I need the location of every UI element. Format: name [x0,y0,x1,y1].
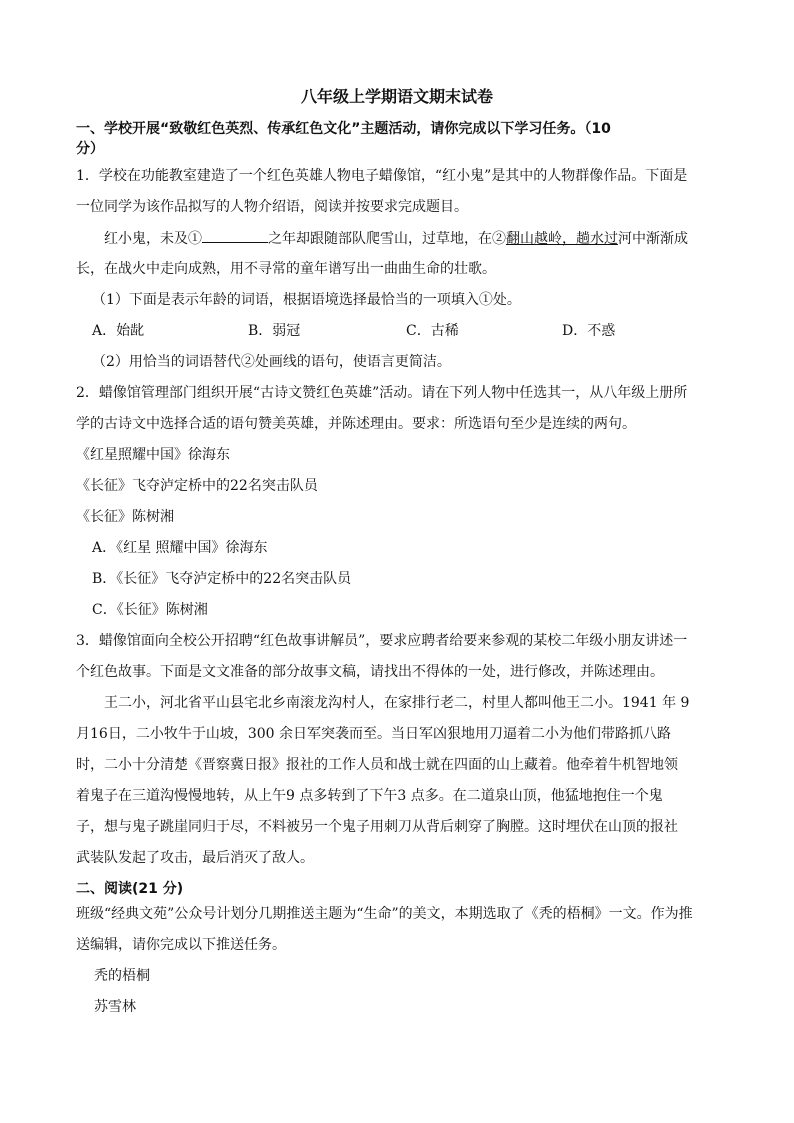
q3-stem-cont: 个红色故事。下面是文文准备的部分故事文稿，请找出不得体的一处，进行修改，并陈述理由。 [76,664,664,680]
section2-intro-cont: 送编辑，请你完成以下推送任务。 [76,937,286,953]
q3-stem: 3．蜡像馆面向全校公开招聘“红色故事讲解员”，要求应聘者给要来参观的某校二年级小朋友讲述一 [76,633,688,649]
q1-blank [202,228,268,243]
q3-story-line: 时，二小十分清楚《晋察冀日报》报社的工作人员和战士就在四面的山上藏着。他牵着牛机智地领 [76,757,678,773]
section1-heading: 一、学校开展“致敬红色英烈、传承红色文化”主题活动，请你完成以下学习任务。（10 [76,121,611,137]
q1-underlined-phrase: 翻山越岭，趟水过 [506,231,618,247]
q1-marker-1: ① [188,231,202,247]
section2-heading: 二、阅读(21 分) [76,881,184,897]
q1-sub2: （2）用恰当的词语替代②处画线的语句，使语言更简洁。 [92,354,451,370]
q3-story-line: 子，想与鬼子跳崖同归于尽，不料被另一个鬼子用刺刀从背后刺穿了胸膛。这时埋伏在山顶的报社 [76,819,678,835]
q3-story-line: 王二小，河北省平山县宅北乡南滚龙沟村人，在家排行老二，村里人都叫他王二小。1941 年 9 [104,695,690,711]
q2-item: 《红星照耀中国》徐海东 [76,447,230,463]
q2-stem-cont: 学的古诗文中选择合适的语句赞美英雄，并陈述理由。要求：所选语句至少是连续的两句。 [76,416,636,432]
q1-passage-a: 红小鬼，未及 [104,231,188,247]
section2-intro: 班级“经典文苑”公众号计划分几期推送主题为“生命”的美文，本期选取了《秃的梧桐》一文。作为推 [76,906,693,922]
q1-passage-cont: 长，在战火中走向成熟，用不寻常的童年谱写出一曲曲生命的壮歌。 [76,261,496,277]
section1-heading-cont: 分） [76,141,104,157]
q1-marker-2: ② [492,231,506,247]
q1-option-c: C．古稀 [406,323,459,339]
q3-story-line: 着鬼子在三道沟慢慢地转，从上午9 点多转到了下午3 点多。在二道泉山顶，他猛地抱住一个鬼 [76,788,663,804]
q2-item: 《长征》飞夺泸定桥中的22名突击队员 [76,478,318,494]
q1-option-a: A．始龀 [92,323,145,339]
page-title: 八年级上学期语文期末试卷 [300,87,493,106]
article-title: 秃的梧桐 [94,968,150,984]
article-author: 苏雪林 [94,999,136,1015]
q1-options [92,321,732,341]
q2-stem: 2．蜡像馆管理部门组织开展“古诗文赞红色英雄”活动。请在下列人物中任选其一，从八年级上册所 [76,385,688,401]
q2-choice-b: B．《长征》飞夺泸定桥中的22名突击队员 [92,571,352,587]
q1-passage [104,228,744,249]
q3-story-line: 武装队发起了攻击，最后消灭了敌人。 [76,850,314,866]
q2-choice-a: A．《红星 照耀中国》徐海东 [92,540,268,556]
q1-option-b: B．弱冠 [248,323,301,339]
q1-option-d: D．不惑 [562,323,616,339]
q3-story-line: 月16日，二小牧牛于山坡，300 余日军突袭而至。当日军凶狠地用刀逼着二小为他们带路抓八路 [76,726,671,742]
q1-sub1: （1）下面是表示年龄的词语，根据语境选择最恰当的一项填入①处。 [92,292,521,308]
q1-passage-b: 之年却跟随部队爬雪山，过草地，在 [268,231,492,247]
q2-item: 《长征》陈树湘 [76,509,174,525]
q2-choice-c: C．《长征》陈树湘 [92,602,208,618]
q1-stem-cont: 一位同学为该作品拟写的人物介绍语，阅读并按要求完成题目。 [76,199,468,215]
q1-stem: 1．学校在功能教室建造了一个红色英雄人物电子蜡像馆，“红小鬼”是其中的人物群像作品。下面是 [76,168,688,184]
q1-passage-c: 河中渐渐成 [618,231,688,247]
